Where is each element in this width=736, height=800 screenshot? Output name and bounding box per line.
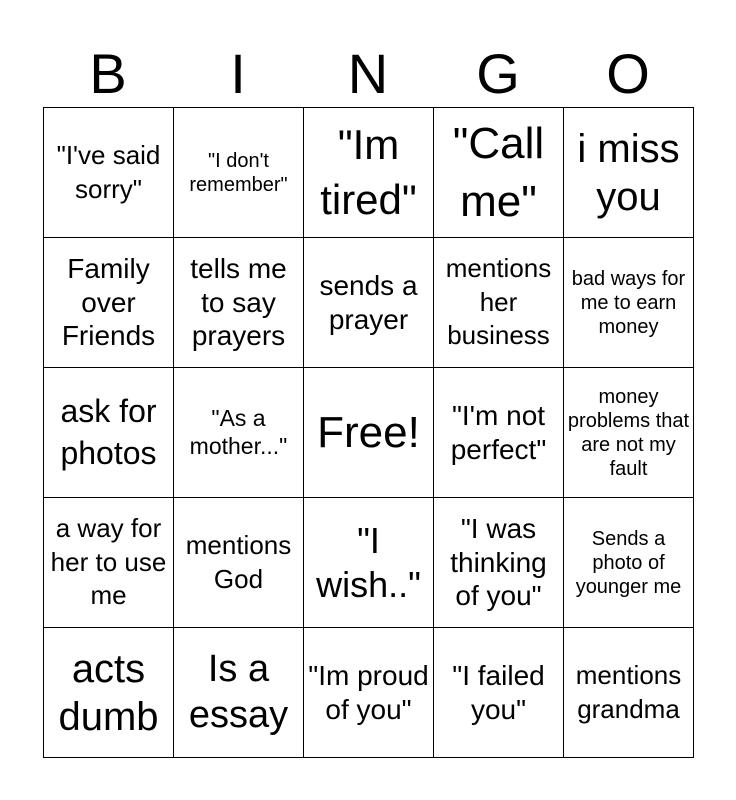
cell-label: money problems that are not my fault xyxy=(567,385,690,480)
header-letter-g: G xyxy=(476,42,520,105)
cell-label: bad ways for me to earn money xyxy=(571,267,686,338)
cell-label: tells me to say prayers xyxy=(190,253,287,352)
cell-label: "I've said sorry" xyxy=(56,139,161,204)
bingo-cell[interactable] xyxy=(44,108,174,238)
cell-label: a way for her to use me xyxy=(50,512,167,611)
cell-label: "I don't remember" xyxy=(189,149,288,196)
bingo-header xyxy=(43,40,693,108)
bingo-cell[interactable] xyxy=(434,238,564,368)
header-letter-i: I xyxy=(230,42,246,105)
cell-label: mentions grandma xyxy=(575,659,682,724)
bingo-cell[interactable] xyxy=(174,368,304,498)
bingo-cell[interactable] xyxy=(434,368,564,498)
cell-label: Is a essay xyxy=(188,647,289,736)
cell-label: "I failed you" xyxy=(452,659,545,725)
bingo-cell[interactable] xyxy=(174,238,304,368)
free-space-label: Free! xyxy=(317,407,420,457)
cell-label: Sends a photo of younger me xyxy=(575,527,682,598)
bingo-cell[interactable] xyxy=(44,238,174,368)
cell-label: "Im tired" xyxy=(320,120,417,223)
bingo-cell[interactable] xyxy=(304,628,434,758)
cell-label: Family over Friends xyxy=(61,253,156,352)
cell-label: mentions God xyxy=(185,529,292,594)
cell-label: "Call me" xyxy=(452,119,545,226)
cell-label: "Im proud of you" xyxy=(308,659,429,725)
bingo-cell[interactable] xyxy=(434,498,564,628)
cell-label: "I'm not perfect" xyxy=(450,399,547,465)
bingo-cell[interactable] xyxy=(564,628,694,758)
cell-label: "I was thinking of you" xyxy=(450,513,547,612)
bingo-cell[interactable] xyxy=(304,238,434,368)
bingo-cell[interactable] xyxy=(44,368,174,498)
bingo-cell[interactable] xyxy=(434,108,564,238)
cell-label: "I wish.." xyxy=(316,520,421,605)
bingo-cell[interactable] xyxy=(174,108,304,238)
cell-label: sends a prayer xyxy=(319,269,418,335)
header-letter-b: B xyxy=(89,42,127,105)
bingo-cell[interactable] xyxy=(304,108,434,238)
bingo-cell[interactable] xyxy=(44,498,174,628)
bingo-cell[interactable] xyxy=(174,628,304,758)
cell-label: acts dumb xyxy=(58,646,159,739)
bingo-cell[interactable] xyxy=(564,108,694,238)
free-space-cell[interactable] xyxy=(304,368,434,498)
bingo-card xyxy=(43,107,694,758)
bingo-cell[interactable] xyxy=(304,498,434,628)
cell-label: i miss you xyxy=(577,126,680,219)
cell-label: ask for photos xyxy=(60,392,157,471)
cell-label: mentions her business xyxy=(445,252,552,351)
bingo-cell[interactable] xyxy=(564,238,694,368)
bingo-cell[interactable] xyxy=(434,628,564,758)
header-letter-n: N xyxy=(347,42,389,105)
bingo-cell[interactable] xyxy=(44,628,174,758)
bingo-cell[interactable] xyxy=(564,368,694,498)
bingo-cell[interactable] xyxy=(174,498,304,628)
header-letter-o: O xyxy=(606,42,650,105)
bingo-cell[interactable] xyxy=(564,498,694,628)
cell-label: "As a mother..." xyxy=(189,404,288,459)
